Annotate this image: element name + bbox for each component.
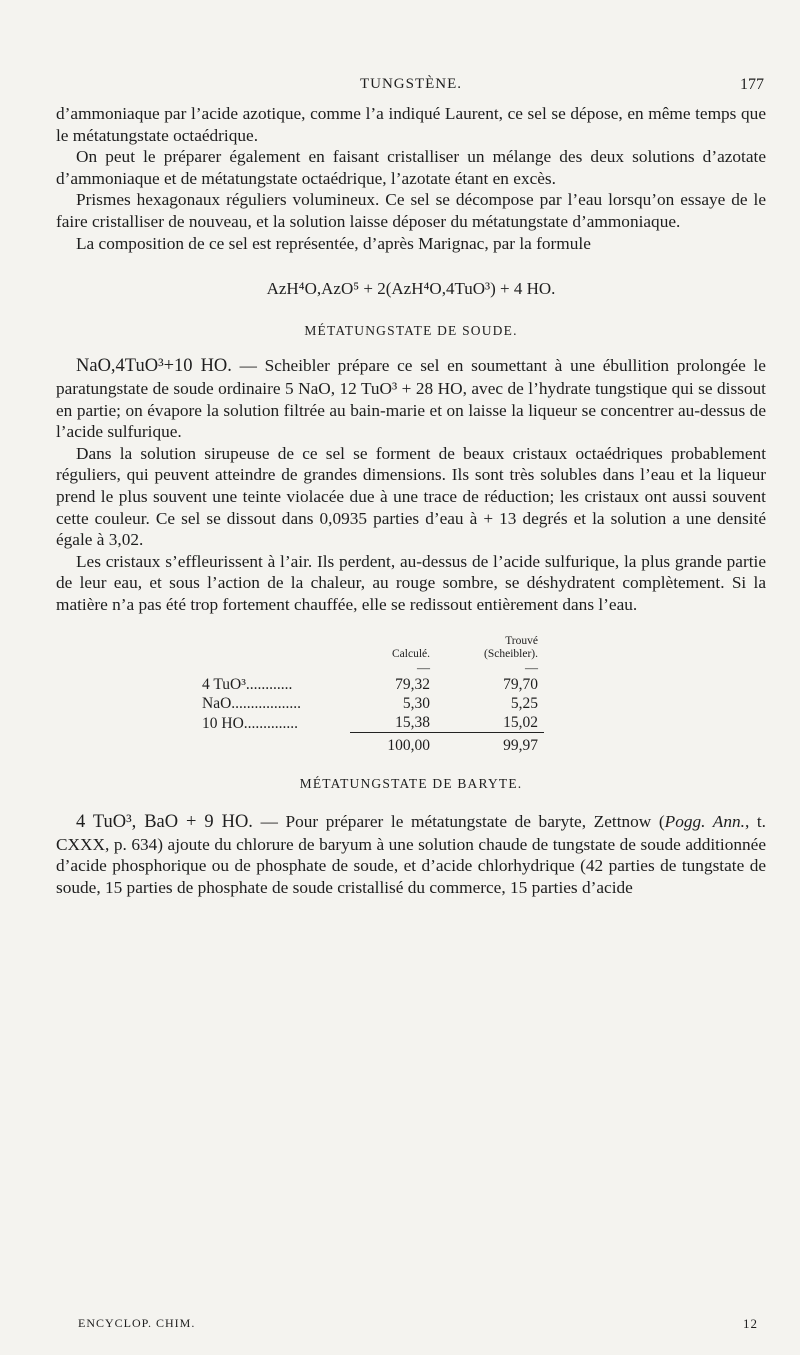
- column-header-calcule: Calculé.: [392, 648, 430, 661]
- paragraph-8-formula: 4 TuO³, BaO + 9 HO.: [76, 812, 253, 833]
- paragraph-4: La composition de ce sel est représentée, d’après Marignac, par la formule: [76, 233, 591, 253]
- paragraph-8: 4 TuO³, BaO + 9 HO. — Pour préparer le métatungstate de baryte, Zettnow (Pogg. Ann., t. CXXX, p. 634) ajoute du chlorure de baryum à une solution chaude de tungstate de soude additionnée d’acide phosphorique ou de phosphate de soude, et d’acide chlorhydrique (42 parties de tungstate de soude, 15 parties de phosphate de soude cristallisé du commerce, 15 parties d’acide: [56, 812, 767, 897]
- section-heading-soude: MÉTATUNGSTATE DE SOUDE.: [304, 322, 518, 338]
- journal-reference: Pogg. Ann.: [664, 812, 745, 832]
- table-row: 4 TuO³............ 79,32 79,70: [202, 676, 538, 694]
- section-heading-baryte: MÉTATUNGSTATE DE BARYTE.: [299, 776, 523, 792]
- dash-calcule: —: [417, 660, 430, 676]
- paragraph-7: Les cristaux s’effleurissent à l’air. Ils perdent, au-dessus de l’acide sulfurique, la plus grande partie de leur eau, et sous l’action de la chaleur, au rouge sombre, se déshydratent complètement. Si la matière n’a pas été trop fortement chauffée, elle se redissout entièrement dans l’eau.: [56, 551, 766, 614]
- table-row: NaO.................. 5,30 5,25: [202, 695, 538, 713]
- formula-line: AzH⁴O,AzO⁵ + 2(AzH⁴O,4TuO³) + 4 HO.: [266, 279, 556, 299]
- column-header-trouve: Trouvé (Scheibler).: [484, 635, 538, 661]
- signature-mark: ENCYCLOP. CHIM.: [78, 1316, 196, 1330]
- running-title: TUNGSTÈNE.: [359, 76, 463, 92]
- page-footer: [78, 1316, 758, 1334]
- paragraph-2: On peut le préparer également en faisant cristalliser un mélange des deux solutions d’azotate d’ammoniaque et de métatungstate octaédrique, l’azotate étant en excès.: [56, 147, 766, 188]
- page-number: 177: [740, 76, 764, 93]
- paragraph-5-formula: NaO,4TuO³+10 HO.: [76, 356, 232, 377]
- sheet-number: 12: [743, 1316, 758, 1331]
- total-trouve: 99,97: [430, 733, 544, 756]
- analysis-table: [202, 635, 544, 755]
- paragraph-5: [56, 355, 766, 442]
- paragraph-3: Prismes hexagonaux réguliers volumineux. Ce sel se décompose par l’eau lorsqu’on essaye de le faire cristalliser de nouveau, et la solution laisse déposer du métatungstate d’ammoniaque.: [56, 190, 766, 231]
- paragraph-1: d’ammoniaque par l’acide azotique, comme l’a indiqué Laurent, ce sel se dépose, en même temps que le métatungstate octaédrique.: [56, 104, 766, 145]
- table-row: 10 HO.............. 15,38 15,02: [202, 714, 538, 732]
- dash-trouve: —: [525, 660, 538, 676]
- paragraph-6: Dans la solution sirupeuse de ce sel se forment de beaux cristaux octaédriques probablement réguliers, qui peuvent atteindre de grandes dimensions. Ils sont très solubles dans l’eau et la liqueur prend le plus souvent une teinte violacée due à une trace de réduction; les cristaux ont aussi souvent cette couleur. Ce sel se dissout dans 0,0935 parties d’eau à + 13 degrés et la solution a une densité égale à 3,02.: [56, 443, 766, 550]
- total-calcule: 100,00: [350, 733, 430, 756]
- body-text: [56, 103, 766, 898]
- table-total-row: [202, 733, 544, 756]
- running-header: [58, 76, 764, 98]
- paragraph-5-text: — Scheibler prépare ce sel en soumettant à une ébullition prolongée le paratungstate de soude ordinaire 5 NaO, 12 TuO³ + 28 HO, avec de l’hydrate tungstique qui se dissout en partie; on évapore la solution filtrée au bain-marie et on laisse la liqueur se concentrer au-dessus de l’acide sulfurique.: [56, 356, 766, 442]
